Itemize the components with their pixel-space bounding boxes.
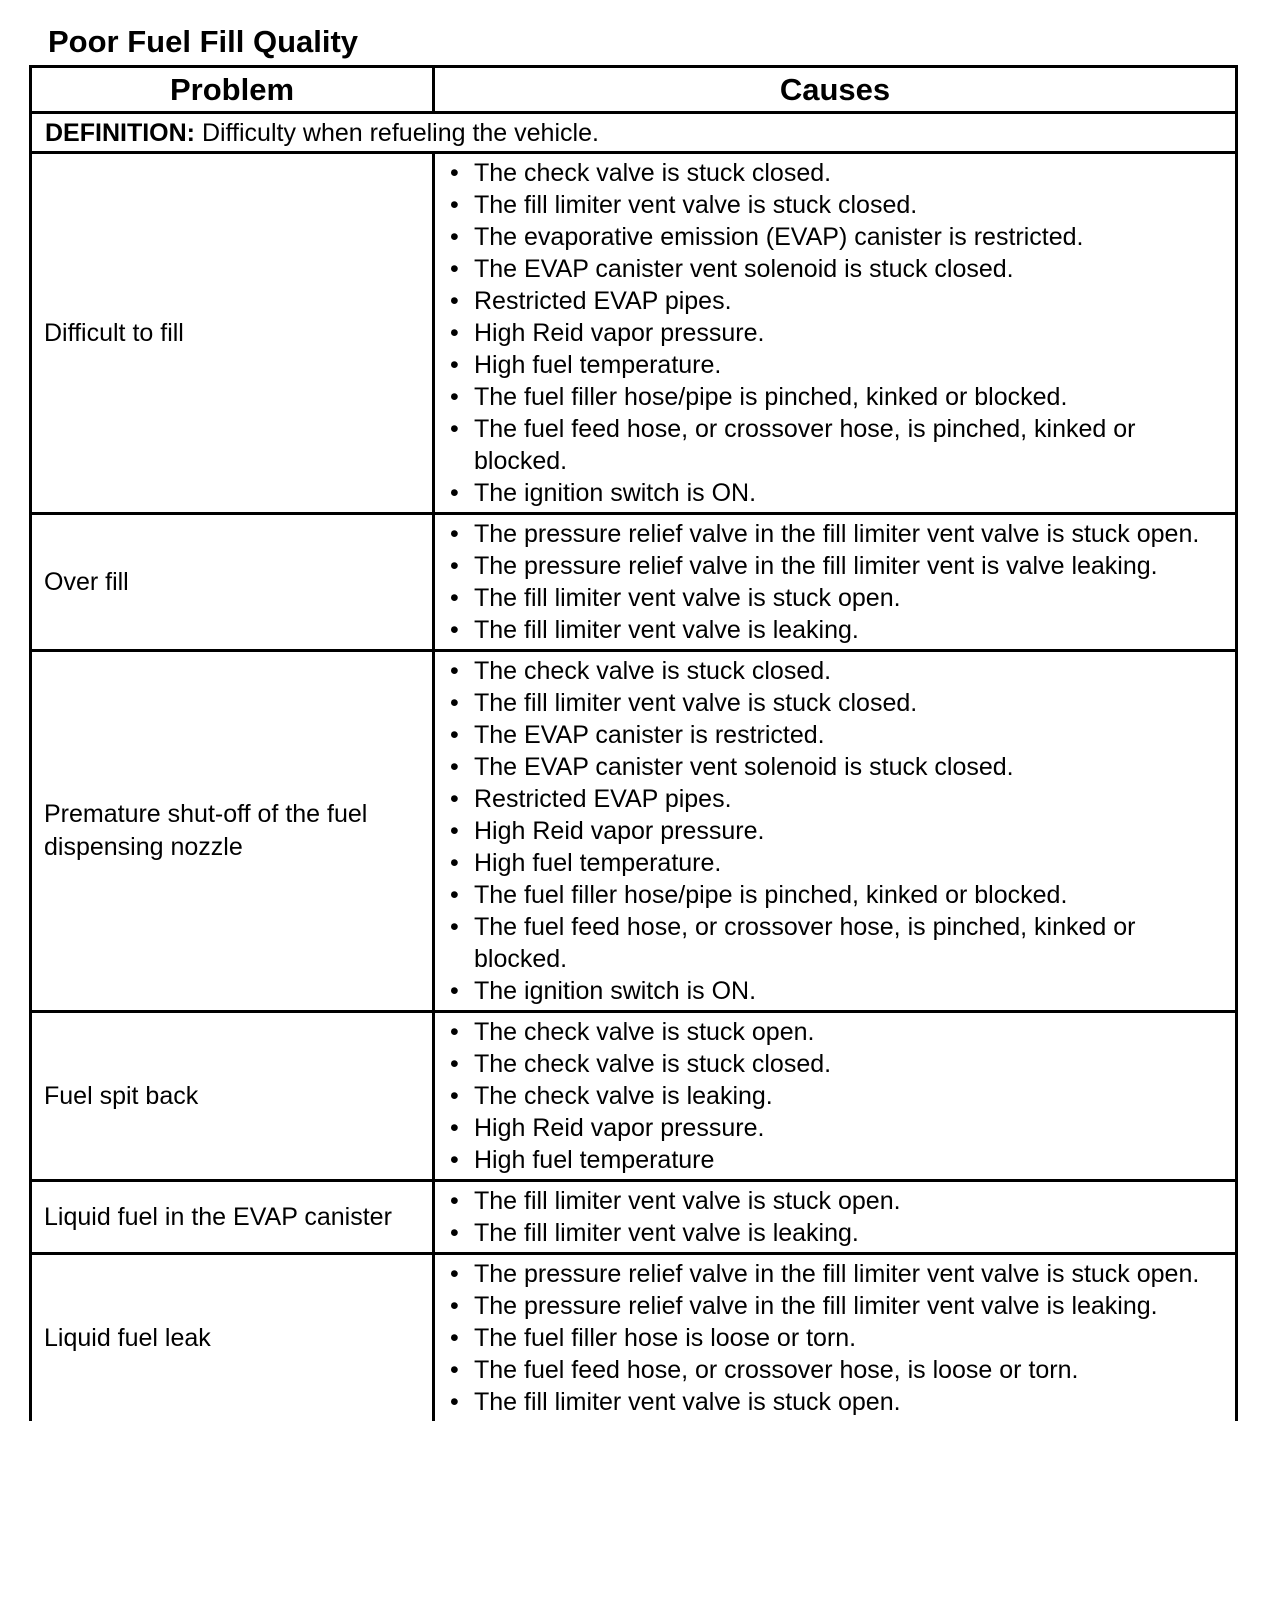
- cause-item: [449, 614, 1223, 646]
- causes-cell: [434, 651, 1237, 1012]
- cause-text: The ignition switch is ON.: [474, 977, 757, 1005]
- problem-cell: Premature shut-off of the fuel dispensing nozzle: [31, 651, 434, 1012]
- cause-item: [449, 1354, 1223, 1386]
- bullet-icon: •: [450, 351, 459, 379]
- problem-cell: Over fill: [31, 514, 434, 651]
- cause-item: [449, 349, 1223, 381]
- cause-item: [449, 582, 1223, 614]
- cause-text: The check valve is stuck open.: [474, 1018, 815, 1046]
- bullet-icon: •: [450, 1114, 459, 1142]
- bullet-icon: •: [450, 159, 459, 187]
- cause-text: The fill limiter vent valve is stuck open.: [474, 584, 901, 612]
- bullet-icon: •: [450, 552, 459, 580]
- cause-item: [449, 189, 1223, 221]
- diagnostic-table: [29, 65, 1238, 1421]
- table-row: [31, 651, 1237, 1012]
- cause-text: The pressure relief valve in the fill limiter vent valve is leaking.: [474, 1292, 1158, 1320]
- table-row: [31, 514, 1237, 651]
- bullet-icon: •: [450, 191, 459, 219]
- bullet-icon: •: [450, 753, 459, 781]
- column-header-causes: Causes: [434, 67, 1237, 113]
- cause-text: The fill limiter vent valve is stuck closed.: [474, 191, 918, 219]
- problem-cell: Liquid fuel in the EVAP canister: [31, 1181, 434, 1254]
- column-header-problem: Problem: [31, 67, 434, 113]
- cause-item: [449, 518, 1223, 550]
- bullet-icon: •: [450, 785, 459, 813]
- cause-item: [449, 1144, 1223, 1176]
- cause-item: [449, 550, 1223, 582]
- cause-text: The fill limiter vent valve is leaking.: [474, 616, 859, 644]
- bullet-icon: •: [450, 415, 459, 443]
- cause-text: The check valve is stuck closed.: [474, 657, 832, 685]
- problem-cell: Liquid fuel leak: [31, 1254, 434, 1422]
- cause-text: The pressure relief valve in the fill limiter vent valve is stuck open.: [474, 520, 1200, 548]
- definition-text: Difficulty when refueling the vehicle.: [195, 119, 599, 147]
- cause-item: [449, 1290, 1223, 1322]
- cause-item: [449, 253, 1223, 285]
- causes-cell: [434, 153, 1237, 514]
- bullet-icon: •: [450, 881, 459, 909]
- causes-list: [449, 157, 1223, 509]
- page-title: Poor Fuel Fill Quality: [48, 24, 359, 59]
- bullet-icon: •: [450, 319, 459, 347]
- causes-list: [449, 1185, 1223, 1249]
- cause-item: [449, 687, 1223, 719]
- cause-text: The fill limiter vent valve is stuck open.: [474, 1187, 901, 1215]
- bullet-icon: •: [450, 1050, 459, 1078]
- table-row: [31, 1254, 1237, 1422]
- causes-list: [449, 1016, 1223, 1176]
- cause-text: High Reid vapor pressure.: [474, 1114, 765, 1142]
- cause-item: [449, 1185, 1223, 1217]
- cause-text: The evaporative emission (EVAP) canister is restricted.: [474, 223, 1084, 251]
- bullet-icon: •: [450, 1388, 459, 1416]
- cause-text: The EVAP canister vent solenoid is stuck closed.: [474, 255, 1014, 283]
- bullet-icon: •: [450, 1324, 459, 1352]
- cause-item: [449, 975, 1223, 1007]
- cause-text: High fuel temperature.: [474, 351, 722, 379]
- causes-cell: [434, 1181, 1237, 1254]
- cause-item: [449, 1112, 1223, 1144]
- cause-text: High fuel temperature.: [474, 849, 722, 877]
- bullet-icon: •: [450, 1260, 459, 1288]
- cause-item: [449, 719, 1223, 751]
- bullet-icon: •: [450, 977, 459, 1005]
- causes-list: [449, 518, 1223, 646]
- definition-label: DEFINITION:: [45, 119, 195, 147]
- cause-item: [449, 815, 1223, 847]
- cause-text: The fuel feed hose, or crossover hose, is pinched, kinked or blocked.: [474, 415, 1136, 475]
- cause-text: The pressure relief valve in the fill limiter vent is valve leaking.: [474, 552, 1158, 580]
- cause-text: The fuel feed hose, or crossover hose, is loose or torn.: [474, 1356, 1079, 1384]
- cause-text: The fuel feed hose, or crossover hose, is pinched, kinked or blocked.: [474, 913, 1136, 973]
- bullet-icon: •: [450, 1018, 459, 1046]
- cause-item: [449, 911, 1223, 975]
- bullet-icon: •: [450, 849, 459, 877]
- bullet-icon: •: [450, 1082, 459, 1110]
- bullet-icon: •: [450, 479, 459, 507]
- bullet-icon: •: [450, 584, 459, 612]
- cause-text: The fill limiter vent valve is stuck open.: [474, 1388, 901, 1416]
- table-row: [31, 153, 1237, 514]
- cause-item: [449, 655, 1223, 687]
- cause-item: [449, 1080, 1223, 1112]
- bullet-icon: •: [450, 1187, 459, 1215]
- bullet-icon: •: [450, 255, 459, 283]
- cause-text: The ignition switch is ON.: [474, 479, 757, 507]
- cause-item: [449, 157, 1223, 189]
- cause-text: Restricted EVAP pipes.: [474, 287, 732, 315]
- cause-text: High Reid vapor pressure.: [474, 319, 765, 347]
- bullet-icon: •: [450, 287, 459, 315]
- bullet-icon: •: [450, 1292, 459, 1320]
- cause-item: [449, 1217, 1223, 1249]
- cause-text: The EVAP canister vent solenoid is stuck closed.: [474, 753, 1014, 781]
- causes-list: [449, 655, 1223, 1007]
- table-row: [31, 1181, 1237, 1254]
- cause-item: [449, 751, 1223, 783]
- cause-text: The fuel filler hose/pipe is pinched, kinked or blocked.: [474, 383, 1068, 411]
- bullet-icon: •: [450, 223, 459, 251]
- problem-cell: Difficult to fill: [31, 153, 434, 514]
- bullet-icon: •: [450, 913, 459, 941]
- causes-cell: [434, 1012, 1237, 1181]
- bullet-icon: •: [450, 1219, 459, 1247]
- cause-text: The fill limiter vent valve is stuck closed.: [474, 689, 918, 717]
- cause-text: High Reid vapor pressure.: [474, 817, 765, 845]
- cause-item: [449, 783, 1223, 815]
- table-row: [31, 1012, 1237, 1181]
- cause-text: Restricted EVAP pipes.: [474, 785, 732, 813]
- cause-item: [449, 413, 1223, 477]
- definition-cell: [31, 113, 1237, 153]
- cause-item: [449, 1258, 1223, 1290]
- definition-row: [31, 113, 1237, 153]
- cause-text: High fuel temperature: [474, 1146, 715, 1174]
- bullet-icon: •: [450, 1146, 459, 1174]
- table-header-row: [31, 67, 1237, 113]
- cause-item: [449, 1386, 1223, 1418]
- bullet-icon: •: [450, 721, 459, 749]
- cause-text: The check valve is stuck closed.: [474, 159, 832, 187]
- bullet-icon: •: [450, 689, 459, 717]
- cause-text: The fill limiter vent valve is leaking.: [474, 1219, 859, 1247]
- cause-item: [449, 1322, 1223, 1354]
- cause-text: The check valve is stuck closed.: [474, 1050, 832, 1078]
- cause-text: The EVAP canister is restricted.: [474, 721, 825, 749]
- causes-list: [449, 1258, 1223, 1418]
- cause-text: The pressure relief valve in the fill limiter vent valve is stuck open.: [474, 1260, 1200, 1288]
- cause-item: [449, 317, 1223, 349]
- cause-item: [449, 285, 1223, 317]
- bullet-icon: •: [450, 383, 459, 411]
- cause-item: [449, 1048, 1223, 1080]
- causes-cell: [434, 514, 1237, 651]
- cause-item: [449, 847, 1223, 879]
- bullet-icon: •: [450, 616, 459, 644]
- cause-text: The check valve is leaking.: [474, 1082, 773, 1110]
- causes-cell: [434, 1254, 1237, 1422]
- cause-item: [449, 221, 1223, 253]
- bullet-icon: •: [450, 1356, 459, 1384]
- cause-item: [449, 477, 1223, 509]
- problem-cell: Fuel spit back: [31, 1012, 434, 1181]
- bullet-icon: •: [450, 520, 459, 548]
- cause-item: [449, 879, 1223, 911]
- cause-item: [449, 1016, 1223, 1048]
- cause-item: [449, 381, 1223, 413]
- bullet-icon: •: [450, 817, 459, 845]
- cause-text: The fuel filler hose is loose or torn.: [474, 1324, 857, 1352]
- cause-text: The fuel filler hose/pipe is pinched, kinked or blocked.: [474, 881, 1068, 909]
- bullet-icon: •: [450, 657, 459, 685]
